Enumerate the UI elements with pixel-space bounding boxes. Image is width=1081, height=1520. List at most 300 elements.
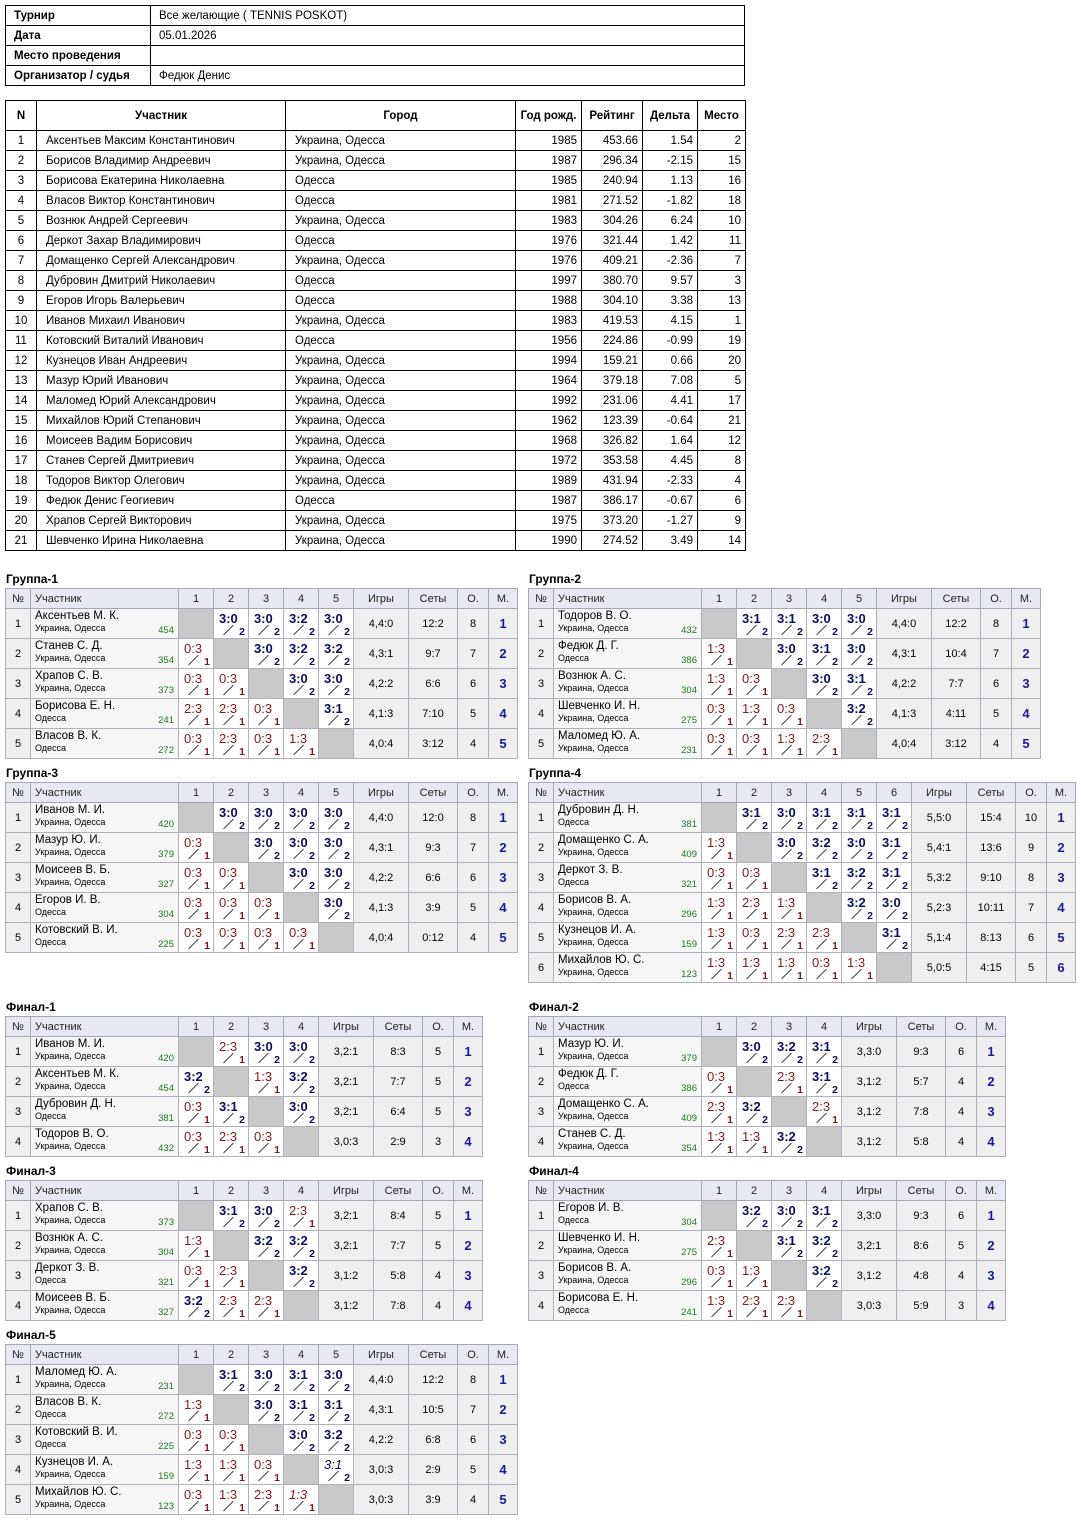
match-result[interactable] <box>319 863 354 893</box>
match-points: 2 <box>309 656 315 668</box>
match-result[interactable] <box>179 1127 214 1157</box>
match-result[interactable] <box>319 803 354 833</box>
match-points: 1 <box>727 656 733 668</box>
group-player-row <box>6 863 518 893</box>
participant-rating: 379.18 <box>582 371 643 391</box>
match-score: 2:3 <box>777 1069 796 1084</box>
match-result[interactable] <box>807 609 842 639</box>
match-result[interactable] <box>877 833 912 863</box>
match-result[interactable] <box>842 893 877 923</box>
player-city: Украина, Одесса <box>35 877 106 887</box>
player-games: 4,4:0 <box>354 803 409 833</box>
match-result[interactable] <box>702 1291 737 1321</box>
player-name: Храпов С. В. <box>35 1202 103 1214</box>
match-result[interactable] <box>179 833 214 863</box>
player-name: Кузнецов И. А. <box>35 1456 114 1468</box>
col-sets-header: Сеты <box>374 1181 423 1201</box>
player-cell <box>31 1455 179 1485</box>
match-result[interactable] <box>284 863 319 893</box>
match-result[interactable] <box>319 893 354 923</box>
match-result[interactable] <box>179 1067 214 1097</box>
match-result[interactable] <box>842 863 877 893</box>
player-number: 3 <box>6 669 31 699</box>
match-result[interactable] <box>702 923 737 953</box>
match-result[interactable] <box>214 729 249 759</box>
self-match-cell <box>737 639 772 669</box>
participant-place: 18 <box>698 191 746 211</box>
self-match-cell <box>319 1485 354 1515</box>
match-result[interactable] <box>179 639 214 669</box>
match-score: 1:3 <box>707 895 726 910</box>
match-result[interactable] <box>284 833 319 863</box>
match-result[interactable] <box>772 699 807 729</box>
match-result[interactable] <box>179 729 214 759</box>
match-result[interactable] <box>772 1201 807 1231</box>
player-cell <box>554 1231 702 1261</box>
col-sets-header: Сеты <box>932 589 981 609</box>
participant-place: 8 <box>698 451 746 471</box>
match-result[interactable] <box>214 1365 249 1395</box>
player-games: 4,0:4 <box>354 729 409 759</box>
match-score: 2:3 <box>219 701 238 716</box>
col-no-header: № <box>6 783 31 803</box>
match-result[interactable] <box>702 833 737 863</box>
player-rating: 386 <box>681 1083 697 1094</box>
player-city: Одесса <box>558 653 590 663</box>
match-points: 2 <box>902 820 908 832</box>
match-result[interactable] <box>214 923 249 953</box>
participant-city: Одесса <box>286 291 516 311</box>
match-score: 3:2 <box>847 895 866 910</box>
match-points: 1 <box>274 746 280 758</box>
match-result[interactable] <box>772 729 807 759</box>
match-result[interactable] <box>284 1097 319 1127</box>
self-match-cell <box>214 639 249 669</box>
match-result[interactable] <box>319 609 354 639</box>
col-opponent-header: 3 <box>772 1181 807 1201</box>
col-opponent-header: 2 <box>214 1345 249 1365</box>
player-name: Михайлов Ю. С. <box>558 954 645 966</box>
match-result[interactable] <box>249 1201 284 1231</box>
match-result[interactable] <box>319 1455 354 1485</box>
match-score: 0:3 <box>184 1427 203 1442</box>
group-table <box>528 782 1076 983</box>
player-cell <box>554 923 702 953</box>
col-opponent-header: 5 <box>842 783 877 803</box>
match-result[interactable] <box>737 1261 772 1291</box>
match-result[interactable] <box>807 923 842 953</box>
match-result[interactable] <box>877 923 912 953</box>
match-score: 0:3 <box>777 701 796 716</box>
match-result[interactable] <box>179 1485 214 1515</box>
match-result[interactable] <box>702 639 737 669</box>
match-result[interactable] <box>842 833 877 863</box>
match-result[interactable] <box>179 1261 214 1291</box>
match-result[interactable] <box>737 1201 772 1231</box>
match-points: 1 <box>239 746 245 758</box>
match-result[interactable] <box>702 669 737 699</box>
match-score: 3:1 <box>882 865 901 880</box>
match-score: 3:1 <box>289 1367 308 1382</box>
match-result[interactable] <box>772 803 807 833</box>
match-points: 2 <box>239 1114 245 1126</box>
match-score: 3:0 <box>777 805 796 820</box>
match-result[interactable] <box>319 833 354 863</box>
result-slash <box>223 1217 234 1228</box>
player-games: 5,3:2 <box>912 863 967 893</box>
match-result[interactable] <box>284 1231 319 1261</box>
match-result[interactable] <box>807 863 842 893</box>
match-result[interactable] <box>772 893 807 923</box>
player-name: Маломед Ю. А. <box>558 730 641 742</box>
match-result[interactable] <box>214 1201 249 1231</box>
result-slash <box>293 1381 304 1392</box>
match-result[interactable] <box>284 803 319 833</box>
player-place: 1 <box>489 803 518 833</box>
col-points-header: О. <box>458 1345 489 1365</box>
match-result[interactable] <box>807 953 842 983</box>
player-sets: 10:4 <box>932 639 981 669</box>
match-result[interactable] <box>284 609 319 639</box>
result-slash <box>188 715 199 726</box>
match-points: 1 <box>204 1278 210 1290</box>
match-score: 0:3 <box>184 1487 203 1502</box>
match-points: 2 <box>902 850 908 862</box>
player-name: Домащенко С. А. <box>558 834 650 846</box>
player-name: Аксентьев М. К. <box>35 1068 120 1080</box>
match-result[interactable] <box>702 953 737 983</box>
match-result[interactable] <box>284 1037 319 1067</box>
match-score: 3:2 <box>742 1203 761 1218</box>
player-rating: 275 <box>681 715 697 726</box>
match-result[interactable] <box>214 803 249 833</box>
match-result[interactable] <box>737 803 772 833</box>
match-result[interactable] <box>877 803 912 833</box>
match-result[interactable] <box>319 639 354 669</box>
player-rating: 420 <box>158 1053 174 1064</box>
match-result[interactable] <box>702 893 737 923</box>
player-points: 6 <box>1016 923 1047 953</box>
player-number: 6 <box>529 953 554 983</box>
match-result[interactable] <box>807 1097 842 1127</box>
result-slash <box>188 1247 199 1258</box>
match-result[interactable] <box>249 1231 284 1261</box>
match-result[interactable] <box>842 609 877 639</box>
match-points: 1 <box>797 970 803 982</box>
result-slash <box>781 1083 792 1094</box>
match-result[interactable] <box>737 863 772 893</box>
result-slash <box>816 1083 827 1094</box>
player-cell <box>31 699 179 729</box>
match-result[interactable] <box>737 1037 772 1067</box>
player-place: 5 <box>489 1485 518 1515</box>
match-result[interactable] <box>772 953 807 983</box>
match-result[interactable] <box>249 1291 284 1321</box>
match-result[interactable] <box>807 1201 842 1231</box>
player-city: Украина, Одесса <box>35 1081 106 1091</box>
match-result[interactable] <box>179 1097 214 1127</box>
group-table <box>5 1344 518 1515</box>
match-result[interactable] <box>249 1067 284 1097</box>
match-result[interactable] <box>772 1127 807 1157</box>
result-slash <box>816 1113 827 1124</box>
match-points: 1 <box>727 716 733 728</box>
result-slash <box>223 1307 234 1318</box>
match-result[interactable] <box>807 1261 842 1291</box>
group-header-row <box>6 1181 483 1201</box>
match-points: 2 <box>832 820 838 832</box>
col-opponent-header: 5 <box>842 589 877 609</box>
match-result[interactable] <box>214 1455 249 1485</box>
match-result[interactable] <box>179 669 214 699</box>
participant-place: 2 <box>698 131 746 151</box>
self-match-cell <box>877 953 912 983</box>
match-points: 2 <box>867 880 873 892</box>
match-score: 2:3 <box>812 1099 831 1114</box>
match-result[interactable] <box>842 803 877 833</box>
match-result[interactable] <box>214 863 249 893</box>
match-result[interactable] <box>249 1395 284 1425</box>
result-slash <box>711 1307 722 1318</box>
match-result[interactable] <box>214 893 249 923</box>
match-result[interactable] <box>249 1127 284 1157</box>
match-result[interactable] <box>737 1291 772 1321</box>
result-slash <box>781 1217 792 1228</box>
match-score: 3:0 <box>847 835 866 850</box>
match-result[interactable] <box>807 639 842 669</box>
match-result[interactable] <box>179 699 214 729</box>
player-name: Иванов М. И. <box>35 804 106 816</box>
match-result[interactable] <box>807 833 842 863</box>
participant-name: Вознюк Андрей Сергеевич <box>37 211 286 231</box>
match-result[interactable] <box>702 729 737 759</box>
col-opponent-header: 2 <box>214 1017 249 1037</box>
match-result[interactable] <box>772 609 807 639</box>
match-result[interactable] <box>284 1201 319 1231</box>
participant-city: Украина, Одесса <box>286 531 516 551</box>
player-points: 4 <box>981 729 1012 759</box>
match-result[interactable] <box>249 699 284 729</box>
match-result[interactable] <box>179 1455 214 1485</box>
match-result[interactable] <box>214 669 249 699</box>
match-result[interactable] <box>702 699 737 729</box>
match-points: 2 <box>867 850 873 862</box>
result-slash <box>258 1411 269 1422</box>
match-result[interactable] <box>179 923 214 953</box>
participant-rating: 326.82 <box>582 431 643 451</box>
match-score: 1:3 <box>219 1457 238 1472</box>
match-result[interactable] <box>284 639 319 669</box>
match-result[interactable] <box>877 863 912 893</box>
match-result[interactable] <box>772 1291 807 1321</box>
player-city: Украина, Одесса <box>558 713 629 723</box>
match-result[interactable] <box>772 923 807 953</box>
match-result[interactable] <box>807 1231 842 1261</box>
match-points: 2 <box>274 626 280 638</box>
match-result[interactable] <box>249 833 284 863</box>
col-points-header: О. <box>946 1181 977 1201</box>
match-result[interactable] <box>807 729 842 759</box>
self-match-cell <box>249 669 284 699</box>
match-result[interactable] <box>284 1365 319 1395</box>
match-points: 2 <box>344 1472 350 1484</box>
match-result[interactable] <box>737 609 772 639</box>
group-player-row <box>6 729 518 759</box>
match-result[interactable] <box>214 1291 249 1321</box>
match-result[interactable] <box>737 923 772 953</box>
match-result[interactable] <box>702 1097 737 1127</box>
player-city: Украина, Одесса <box>558 1141 629 1151</box>
match-score: 2:3 <box>707 1233 726 1248</box>
match-result[interactable] <box>284 669 319 699</box>
player-city: Украина, Одесса <box>35 1499 106 1509</box>
result-slash <box>711 969 722 980</box>
participant-place: 12 <box>698 431 746 451</box>
match-result[interactable] <box>737 893 772 923</box>
match-result[interactable] <box>179 1231 214 1261</box>
match-result[interactable] <box>737 669 772 699</box>
match-result[interactable] <box>179 1425 214 1455</box>
match-result[interactable] <box>214 1127 249 1157</box>
match-result[interactable] <box>842 699 877 729</box>
match-result[interactable] <box>737 953 772 983</box>
match-result[interactable] <box>737 1127 772 1157</box>
match-result[interactable] <box>214 1485 249 1515</box>
result-slash <box>886 849 897 860</box>
player-points: 4 <box>946 1097 977 1127</box>
player-name: Дубровин Д. Н. <box>35 1098 117 1110</box>
match-score: 1:3 <box>184 1233 203 1248</box>
match-result[interactable] <box>319 699 354 729</box>
result-slash <box>293 1441 304 1452</box>
match-result[interactable] <box>702 1261 737 1291</box>
match-result[interactable] <box>319 669 354 699</box>
match-result[interactable] <box>319 1365 354 1395</box>
match-result[interactable] <box>249 1455 284 1485</box>
match-score: 0:3 <box>184 1099 203 1114</box>
group-player-row <box>6 893 518 923</box>
match-result[interactable] <box>772 1231 807 1261</box>
match-result[interactable] <box>772 833 807 863</box>
match-result[interactable] <box>284 1261 319 1291</box>
match-result[interactable] <box>319 1395 354 1425</box>
match-result[interactable] <box>737 729 772 759</box>
player-place: 4 <box>1012 699 1041 729</box>
match-result[interactable] <box>179 863 214 893</box>
match-result[interactable] <box>842 639 877 669</box>
match-result[interactable] <box>179 893 214 923</box>
player-number: 1 <box>6 803 31 833</box>
match-result[interactable] <box>702 1127 737 1157</box>
match-result[interactable] <box>772 1067 807 1097</box>
match-result[interactable] <box>807 1067 842 1097</box>
match-points: 2 <box>832 1054 838 1066</box>
column-header: Дельта <box>643 101 698 131</box>
group-player-row <box>529 1201 1006 1231</box>
participant-birth-year: 1990 <box>516 531 582 551</box>
match-result[interactable] <box>284 923 319 953</box>
match-result[interactable] <box>842 953 877 983</box>
player-city: Украина, Одесса <box>35 1141 106 1151</box>
player-number: 1 <box>529 1201 554 1231</box>
match-result[interactable] <box>702 1231 737 1261</box>
match-result[interactable] <box>214 1425 249 1455</box>
match-result[interactable] <box>249 893 284 923</box>
self-match-cell <box>214 1395 249 1425</box>
match-result[interactable] <box>702 863 737 893</box>
match-result[interactable] <box>737 699 772 729</box>
result-slash <box>223 939 234 950</box>
participant-place: 10 <box>698 211 746 231</box>
match-result[interactable] <box>807 803 842 833</box>
match-result[interactable] <box>249 639 284 669</box>
match-result[interactable] <box>284 1485 319 1515</box>
match-result[interactable] <box>214 609 249 639</box>
match-score: 1:3 <box>742 701 761 716</box>
participant-row <box>6 431 746 451</box>
match-result[interactable] <box>284 1067 319 1097</box>
participant-birth-year: 1968 <box>516 431 582 451</box>
match-result[interactable] <box>284 729 319 759</box>
match-result[interactable] <box>249 803 284 833</box>
col-opponent-header: 4 <box>807 783 842 803</box>
match-result[interactable] <box>737 1097 772 1127</box>
match-result[interactable] <box>842 669 877 699</box>
result-slash <box>746 819 757 830</box>
match-result[interactable] <box>179 1395 214 1425</box>
match-score: 3:0 <box>254 1039 273 1054</box>
match-score: 1:3 <box>184 1457 203 1472</box>
match-result[interactable] <box>702 1067 737 1097</box>
participant-row <box>6 271 746 291</box>
match-points: 1 <box>239 716 245 728</box>
col-place-header: М. <box>977 1181 1006 1201</box>
match-result[interactable] <box>772 639 807 669</box>
match-result[interactable] <box>214 1037 249 1067</box>
match-result[interactable] <box>284 1395 319 1425</box>
match-result[interactable] <box>214 699 249 729</box>
match-result[interactable] <box>284 1425 319 1455</box>
result-slash <box>816 685 827 696</box>
match-result[interactable] <box>807 1037 842 1067</box>
match-result[interactable] <box>214 1261 249 1291</box>
match-result[interactable] <box>807 669 842 699</box>
match-result[interactable] <box>249 609 284 639</box>
match-points: 1 <box>727 1308 733 1320</box>
info-value: Федюк Денис <box>151 66 745 86</box>
match-score: 1:3 <box>777 895 796 910</box>
participant-birth-year: 1988 <box>516 291 582 311</box>
match-result[interactable] <box>249 923 284 953</box>
match-result[interactable] <box>249 729 284 759</box>
col-opponent-header: 4 <box>284 589 319 609</box>
result-slash <box>293 1217 304 1228</box>
player-name: Котовский В. И. <box>35 924 118 936</box>
player-sets: 0:12 <box>409 923 458 953</box>
match-result[interactable] <box>772 1037 807 1067</box>
match-result[interactable] <box>249 1485 284 1515</box>
match-result[interactable] <box>179 1291 214 1321</box>
match-result[interactable] <box>249 1365 284 1395</box>
match-result[interactable] <box>319 1425 354 1455</box>
info-row <box>6 66 745 86</box>
match-result[interactable] <box>249 1037 284 1067</box>
player-place: 3 <box>489 1425 518 1455</box>
match-result[interactable] <box>877 893 912 923</box>
player-rating: 379 <box>158 849 174 860</box>
match-result[interactable] <box>214 1097 249 1127</box>
player-number: 2 <box>6 1231 31 1261</box>
